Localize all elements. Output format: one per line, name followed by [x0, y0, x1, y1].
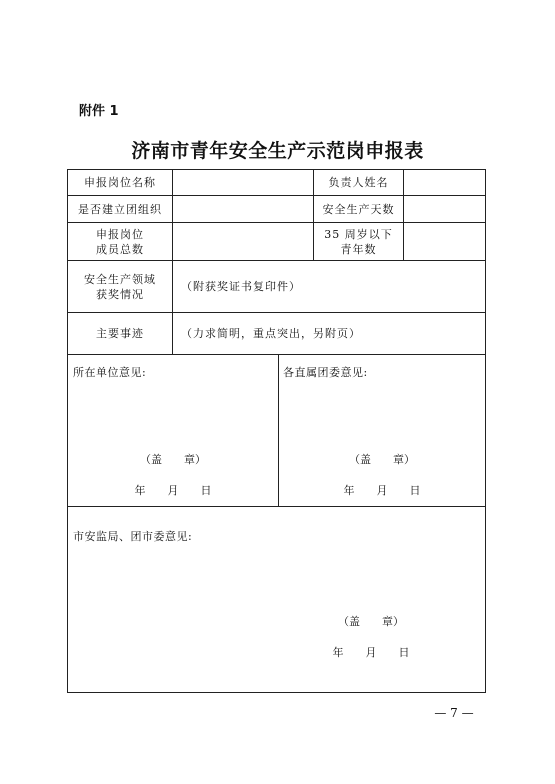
main-deeds-label: 主要事迹 — [96, 327, 144, 340]
league-opinion-seal: （盖 章） — [349, 453, 415, 466]
league-opinion-date: 年 月 日 — [343, 484, 421, 497]
safety-days-label: 安全生产天数 — [322, 202, 395, 216]
leader-name-label: 负责人姓名 — [328, 176, 389, 189]
page-number: — 7 — — [434, 706, 474, 720]
city-opinion-seal: （盖 章） — [338, 615, 404, 628]
unit-opinion-title: 所在单位意见: — [73, 366, 147, 379]
safety-days-field[interactable] — [404, 196, 485, 222]
unit-opinion-date: 年 月 日 — [134, 484, 212, 497]
league-org-field[interactable] — [173, 196, 313, 222]
awards-field[interactable]: （附获奖证书复印件） — [181, 280, 301, 293]
post-name-label: 申报岗位名称 — [84, 176, 156, 189]
youth-count-label — [314, 223, 403, 260]
city-opinion-title: 市安监局、团市委意见: — [73, 530, 193, 543]
unit-opinion-seal: （盖 章） — [140, 453, 206, 466]
awards-label — [68, 261, 172, 312]
row-divider — [68, 354, 485, 355]
city-opinion-date: 年 月 日 — [332, 646, 410, 659]
row-divider — [68, 506, 485, 507]
leader-name-field[interactable] — [404, 170, 485, 195]
league-org-label: 是否建立团组织 — [78, 202, 162, 216]
attachment-label: 附件 1 — [79, 104, 119, 119]
post-name-field[interactable] — [173, 170, 313, 195]
youth-count-label-line1: 35 周岁以下 — [324, 227, 393, 241]
youth-count-field[interactable] — [404, 223, 485, 260]
member-total-label — [68, 223, 172, 260]
form-title: 济南市青年安全生产示范岗申报表 — [131, 140, 424, 162]
member-total-label-line1: 申报岗位 — [96, 227, 144, 241]
awards-label-line2: 获奖情况 — [96, 287, 144, 301]
member-total-field[interactable] — [173, 223, 313, 260]
application-form-table — [67, 169, 486, 693]
youth-count-label-line2: 青年数 — [340, 242, 377, 256]
member-total-label-line2: 成员总数 — [96, 242, 144, 256]
league-opinion-title: 各直属团委意见: — [283, 366, 368, 379]
awards-label-line1: 安全生产领域 — [84, 272, 156, 286]
main-deeds-field[interactable]: （力求简明，重点突出，另附页） — [181, 327, 361, 340]
